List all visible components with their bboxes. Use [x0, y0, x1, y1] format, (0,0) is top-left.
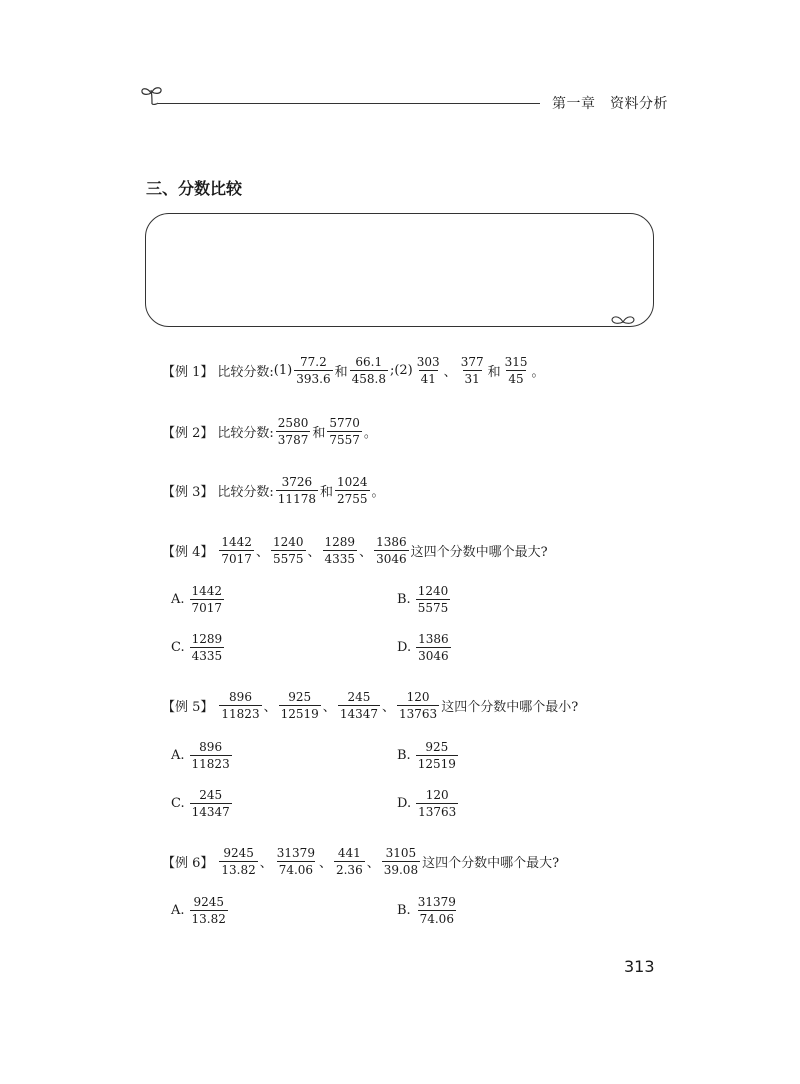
fraction: $\frac{77.2}{393.6}$: [296, 355, 331, 386]
option-a[interactable]: A. $\frac{9245}{13.82}$: [171, 895, 226, 926]
example-lead: 比较分数:: [217, 365, 274, 380]
option-d[interactable]: D. $\frac{120}{13763}$: [397, 788, 457, 819]
fraction: $\frac{31379}{74.06}$: [417, 895, 456, 926]
fraction: $\frac{3726}{11178}$: [277, 475, 316, 506]
fraction: $\frac{9245}{13.82}$: [191, 895, 226, 926]
option-c[interactable]: C. $\frac{1289}{4335}$: [171, 632, 223, 663]
option-c[interactable]: C. $\frac{245}{14347}$: [171, 788, 230, 819]
fraction: $\frac{120}{13763}$: [418, 788, 457, 819]
page-number: 313: [624, 957, 655, 976]
example-2: 【例 2】 比较分数: $\frac{2580}{3787}$ 和 $\frac{5770}{7557}$ 。: [162, 416, 377, 447]
option-b[interactable]: B. $\frac{1240}{5575}$: [397, 584, 449, 615]
question-text: 这四个分数中哪个最小?: [441, 700, 579, 715]
example-tag: 【例 3】: [162, 485, 214, 500]
fraction: $\frac{303}{41}$: [416, 355, 440, 386]
example-4: 【例 4】 $\frac{1442}{7017}$ 、 $\frac{1240}{5575}$ 、 $\frac{1289}{4335}$ 、 $\frac{1386}{3046}$ 这四个分数中哪个最大?: [162, 535, 548, 566]
example-6: 【例 6】 $\frac{9245}{13.82}$ 、 $\frac{31379}{74.06}$ 、 $\frac{441}{2.36}$ 、 $\frac{3105}{39.08}$ 这四个分数中哪个最大?: [162, 846, 560, 877]
fraction: $\frac{896}{11823}$: [191, 740, 230, 771]
header-rule: [158, 103, 540, 104]
example-lead: 比较分数:: [217, 426, 274, 441]
fraction: $\frac{441}{2.36}$: [335, 846, 363, 877]
question-text: 这四个分数中哪个最大?: [410, 545, 548, 560]
part-label: (1): [273, 363, 293, 378]
example-tag: 【例 2】: [162, 426, 214, 441]
example-tag: 【例 5】: [162, 700, 214, 715]
part-label: (2): [394, 363, 413, 378]
fraction: $\frac{1442}{7017}$: [221, 535, 252, 566]
example-5: 【例 5】 $\frac{896}{11823}$ 、 $\frac{925}{12519}$ 、 $\frac{245}{14347}$ 、 $\frac{120}{13763}$ 这四个分数中哪个最小?: [162, 690, 579, 721]
option-b[interactable]: B. $\frac{925}{12519}$: [397, 740, 456, 771]
chapter-heading: 第一章 资料分析: [552, 96, 668, 112]
fraction: $\frac{245}{14347}$: [191, 788, 230, 819]
fraction: $\frac{1240}{5575}$: [417, 584, 449, 615]
fraction: $\frac{1442}{7017}$: [191, 584, 223, 615]
fraction: $\frac{315}{45}$: [504, 355, 528, 386]
example-tag: 【例 1】: [162, 365, 214, 380]
fraction: $\frac{896}{11823}$: [221, 690, 260, 721]
fraction: $\frac{5770}{7557}$: [329, 416, 360, 447]
question-text: 这四个分数中哪个最大?: [422, 856, 560, 871]
fraction: $\frac{66.1}{458.8}$: [351, 355, 386, 386]
option-a[interactable]: A. $\frac{1442}{7017}$: [171, 584, 223, 615]
leaf-icon: [610, 314, 636, 326]
option-a[interactable]: A. $\frac{896}{11823}$: [171, 740, 230, 771]
fraction: $\frac{925}{12519}$: [417, 740, 456, 771]
fraction: $\frac{377}{31}$: [460, 355, 484, 386]
example-3: 【例 3】 比较分数: $\frac{3726}{11178}$ 和 $\frac{1024}{2755}$ 。: [162, 475, 385, 506]
fraction: $\frac{2580}{3787}$: [277, 416, 309, 447]
fraction: $\frac{9245}{13.82}$: [221, 846, 256, 877]
option-d[interactable]: D. $\frac{1386}{3046}$: [397, 632, 449, 663]
option-b[interactable]: B. $\frac{31379}{74.06}$: [397, 895, 456, 926]
fraction: $\frac{3105}{39.08}$: [383, 846, 419, 877]
fraction: $\frac{925}{12519}$: [280, 690, 319, 721]
fraction: $\frac{1386}{3046}$: [376, 535, 407, 566]
fraction: $\frac{1386}{3046}$: [418, 632, 449, 663]
fraction: $\frac{120}{13763}$: [399, 690, 438, 721]
example-lead: 比较分数:: [217, 485, 274, 500]
fraction: $\frac{1289}{4335}$: [191, 632, 223, 663]
fraction: $\frac{245}{14347}$: [339, 690, 378, 721]
fraction: $\frac{31379}{74.06}$: [276, 846, 315, 877]
fraction: $\frac{1289}{4335}$: [324, 535, 356, 566]
section-title: 三、分数比较: [146, 179, 243, 198]
fraction: $\frac{1024}{2755}$: [337, 475, 368, 506]
fraction: $\frac{1240}{5575}$: [272, 535, 304, 566]
example-1: 【例 1】 比较分数: (1) $\frac{77.2}{393.6}$ 和 $\frac{66.1}{458.8}$ ; (2) $\frac{303}{41}$ 、 $\frac{377}{31}$ 和 $\frac{315}{45}$ 。: [162, 355, 545, 386]
example-tag: 【例 4】: [162, 545, 214, 560]
note-box: [145, 213, 654, 327]
example-tag: 【例 6】: [162, 856, 214, 871]
